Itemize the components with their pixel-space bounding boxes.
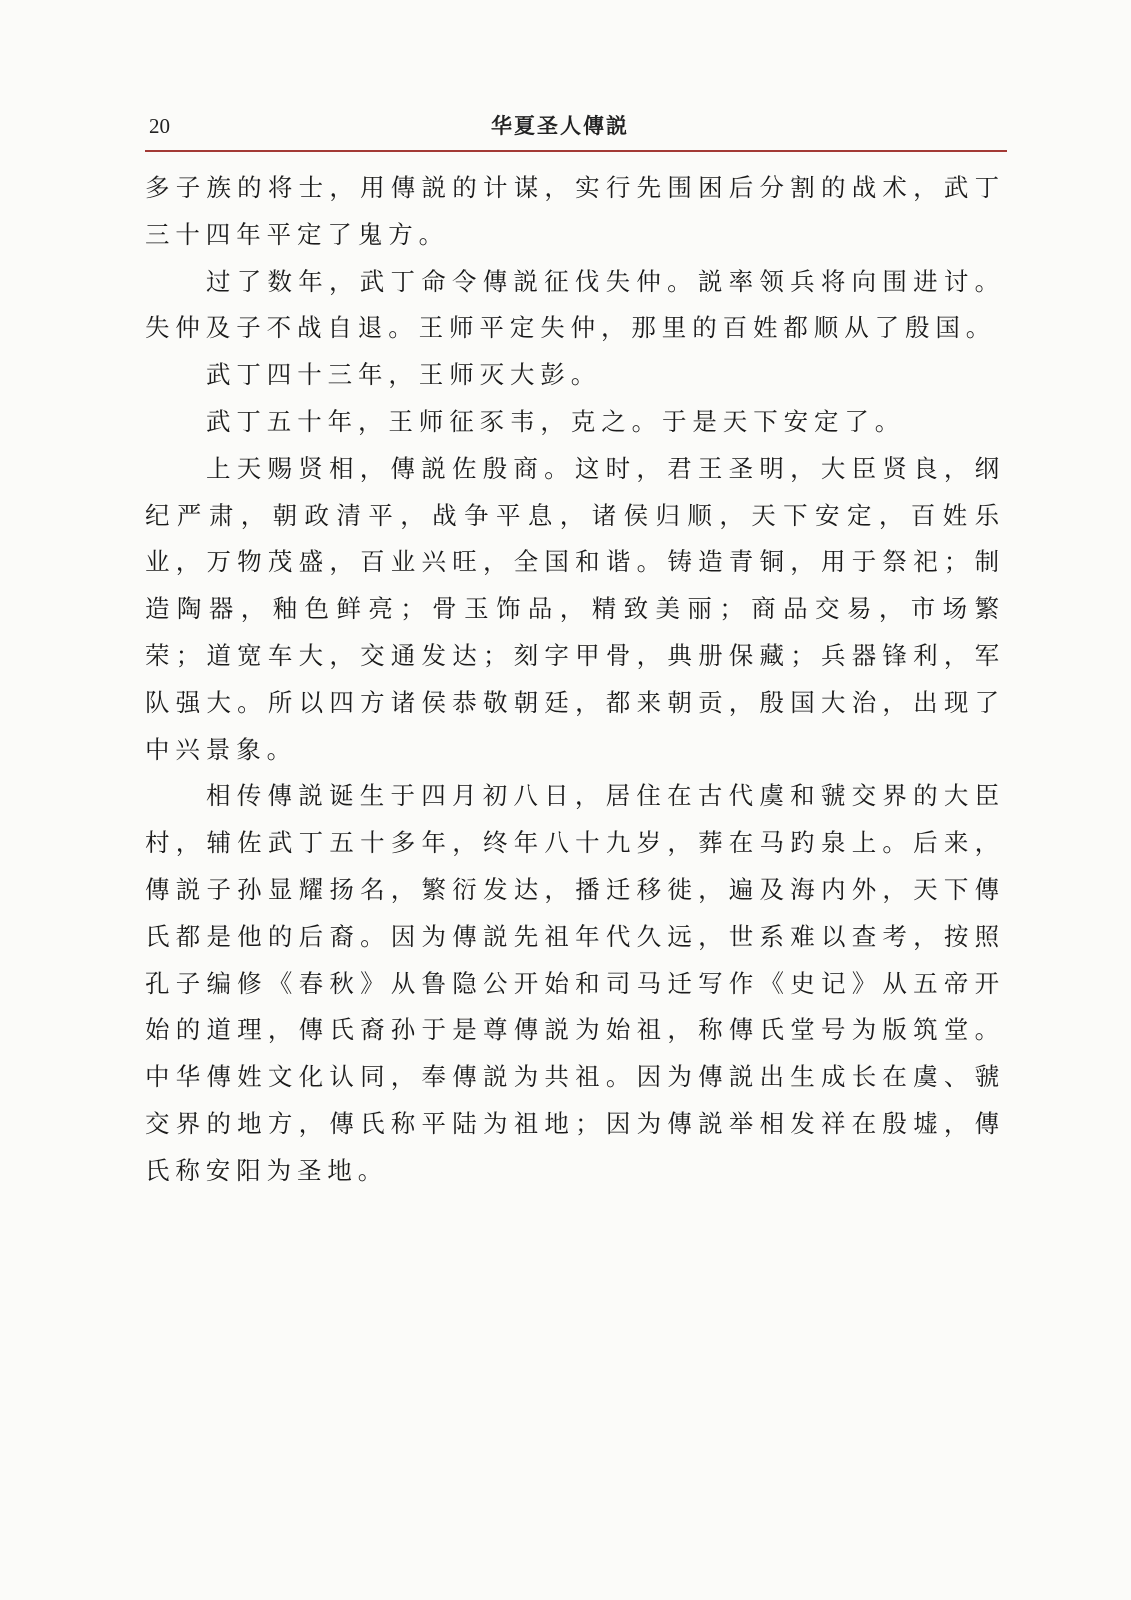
page-number: 20 (149, 114, 170, 138)
paragraph-1: 多子族的将士，用傳説的计谋，实行先围困后分割的战术，武丁三十四年平定了鬼方。 (145, 173, 1005, 249)
paragraph-4: 武丁五十年，王师征豕韦，克之。于是天下安定了。 (206, 406, 906, 436)
paragraph-5: 上天赐贤相，傳説佐殷商。这时，君王圣明，大臣贤良，纲纪严肃，朝政清平，战争平息，诸侯归顺，天下安定，百姓乐业，万物茂盛，百业兴旺，全国和谐。铸造青铜，用于祭祀；制造陶器，釉色鲜亮；骨玉饰品，精致美丽；商品交易，市场繁荣；道宽车大，交通发达；刻字甲骨，典册保藏；兵器锋利，军队强大。所以四方诸侯恭敬朝廷，都来朝贡，殷国大治，出现了中兴景象。 (145, 453, 1005, 764)
body-text (145, 165, 1005, 1195)
paragraph-2: 过了数年，武丁命令傳説征伐失仲。説率领兵将向围进讨。失仲及子不战自退。王师平定失仲，那里的百姓都顺从了殷国。 (145, 266, 1005, 343)
paragraph-6: 相传傳説诞生于四月初八日，居住在古代虞和虢交界的大臣村，辅佐武丁五十多年，终年八十九岁，葬在马趵泉上。后来，傳説子孙显耀扬名，繁衍发达，播迁移徙，遍及海内外，天下傳氏都是他的后裔。因为傳説先祖年代久远，世系难以查考，按照孔子编修《春秋》从鲁隐公开始和司马迁写作《史记》从五帝开始的道理，傳氏裔孙于是尊傳説为始祖，称傳氏堂号为版筑堂。中华傳姓文化认同，奉傳説为共祖。因为傳説出生成长在虞、虢交界的地方，傳氏称平陆为祖地；因为傳説举相发祥在殷墟，傳氏称安阳为圣地。 (145, 781, 1005, 1185)
header-rule (145, 150, 1007, 152)
paragraph-3: 武丁四十三年，王师灭大彭。 (206, 360, 602, 390)
running-title: 华夏圣人傳説 (491, 114, 629, 138)
page-header (145, 108, 1005, 148)
